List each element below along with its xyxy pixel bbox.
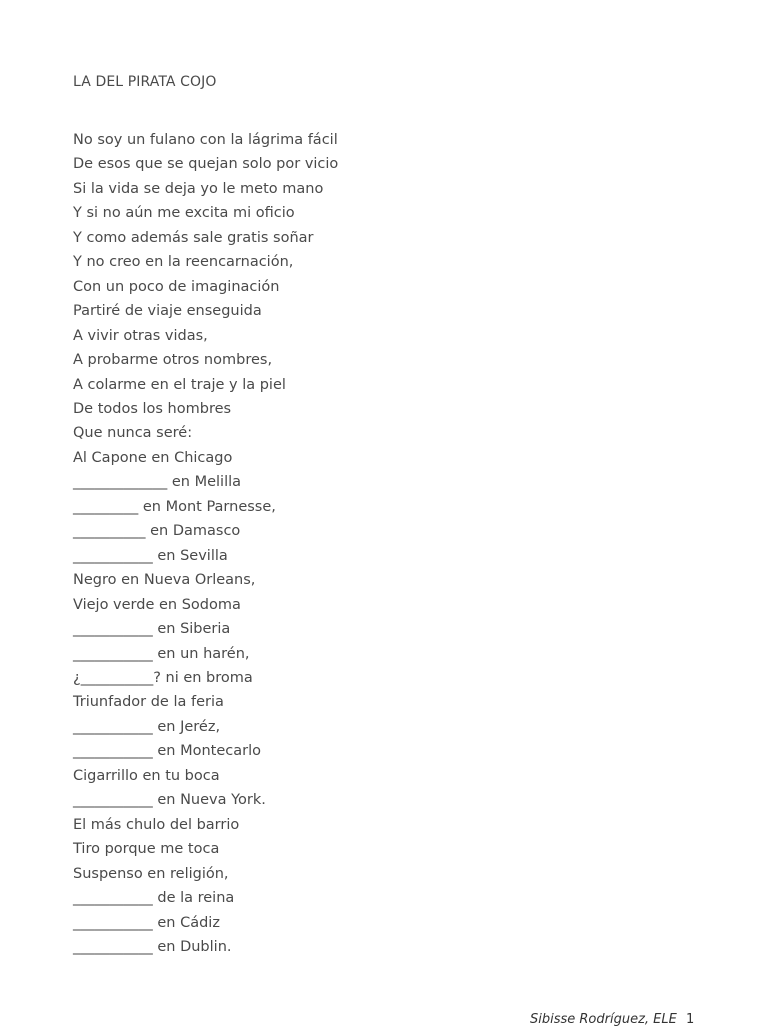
lyric-line: No soy un fulano con la lágrima fácil xyxy=(73,132,338,148)
lyric-line: ___________ en un harén, xyxy=(73,645,250,662)
page-number: 1 xyxy=(686,1012,695,1027)
lyric-line: Cigarrillo en tu boca xyxy=(73,767,220,784)
lyric-line: ___________ en Cádiz xyxy=(73,914,220,931)
lyric-line: Al Capone en Chicago xyxy=(73,449,233,466)
lyric-line: Y si no aún me excita mi oficio xyxy=(73,205,295,222)
lyric-line: ___________ de la reina xyxy=(73,890,235,907)
lyric-line: Suspenso en religión, xyxy=(73,865,229,882)
lyric-line: Y como además sale gratis soñar xyxy=(73,229,314,246)
lyric-line: _____________ en Melilla xyxy=(73,474,242,491)
lyric-line: A vivir otras vidas, xyxy=(73,327,208,344)
lyric-line: ___________ en Montecarlo xyxy=(73,743,261,760)
lyric-line: El más chulo del barrio xyxy=(73,816,240,833)
page-title: LA DEL PIRATA COJO xyxy=(73,74,217,90)
lyric-line: ¿__________? ni en broma xyxy=(73,669,253,686)
lyric-line: Viejo verde en Sodoma xyxy=(73,596,241,613)
lyric-line: __________ en Damasco xyxy=(73,523,241,540)
lyric-line: A colarme en el traje y la piel xyxy=(73,376,286,393)
lyric-line: Que nunca seré: xyxy=(73,425,193,442)
lyric-line: Negro en Nueva Orleans, xyxy=(73,572,256,589)
lyric-line: Tiro porque me toca xyxy=(73,841,220,858)
lyric-line: Partiré de viaje enseguida xyxy=(73,303,262,320)
lyric-line: A probarme otros nombres, xyxy=(73,352,273,369)
lyric-line: ___________ en Nueva York. xyxy=(73,792,266,809)
lyrics-list xyxy=(73,128,338,959)
lyric-line: ___________ en Siberia xyxy=(73,621,231,638)
lyric-line: Si la vida se deja yo le meto mano xyxy=(73,180,324,197)
lyric-line: ___________ en Dublin. xyxy=(73,938,232,955)
lyric-line: _________ en Mont Parnesse, xyxy=(73,498,276,515)
lyric-line: ___________ en Sevilla xyxy=(73,547,228,564)
lyric-line: De todos los hombres xyxy=(73,400,232,417)
lyric-line: De esos que se quejan solo por vicio xyxy=(73,156,339,173)
lyric-line: Triunfador de la feria xyxy=(73,694,224,711)
lyric-line: Y no creo en la reencarnación, xyxy=(73,254,294,271)
footer-author: Sibisse Rodríguez, ELE xyxy=(530,1012,677,1027)
lyric-line: ___________ en Jeréz, xyxy=(73,718,221,735)
lyric-line: Con un poco de imaginación xyxy=(73,278,280,295)
